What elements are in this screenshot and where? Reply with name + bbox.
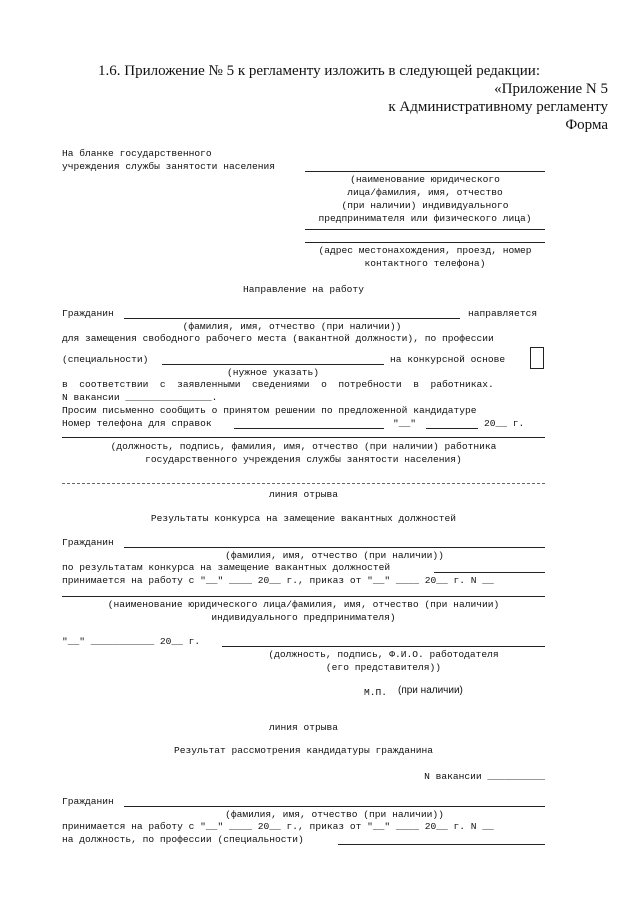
employer-name-line[interactable] — [305, 171, 545, 172]
address-hint-2: контактного телефона) — [364, 258, 486, 269]
employer-hint-4: предпринимателя или физического лица) — [318, 213, 532, 224]
review-citizen-line[interactable] — [124, 806, 545, 807]
results-sign-hint-2: (его представителя)) — [325, 662, 442, 673]
results-fio-hint: (фамилия, имя, отчество (при наличии)) — [225, 550, 444, 561]
review-fio-hint: (фамилия, имя, отчество (при наличии)) — [225, 809, 444, 820]
results-employer-hint-1: (наименование юридического лица/фамилия, имя, отчество (при наличии) — [107, 599, 500, 610]
by-results-text: по результатам конкурса на замещение вакантных должностей — [62, 562, 391, 573]
employer-hint-2: лица/фамилия, имя, отчество — [347, 187, 503, 198]
fio-hint: (фамилия, имя, отчество (при наличии)) — [182, 321, 402, 332]
signer-hint-2: государственного учреждения службы занятости населения) — [145, 454, 462, 465]
results-citizen-line[interactable] — [124, 547, 545, 548]
by-results-line[interactable] — [434, 572, 545, 573]
specialty-label: (специальности) — [62, 354, 149, 365]
review-title: Результат рассмотрения кандидатуры гражданина — [173, 745, 434, 756]
review-citizen-label: Гражданин — [62, 796, 114, 807]
accordance-line: в соответствии с заявленными сведениями о потребности в работниках. — [62, 379, 494, 390]
results-citizen-label: Гражданин — [62, 537, 114, 548]
review-accepted-line: принимается на работу с "__" ____ 20__ г., приказ от "__" ____ 20__ г. N __ — [62, 821, 494, 832]
blank-line-2: учреждения службы занятости населения — [62, 161, 276, 172]
specialty-line[interactable] — [162, 364, 384, 365]
address-line-2[interactable] — [305, 242, 545, 243]
intro-text: 1.6. Приложение № 5 к регламенту изложить в следующей редакции: — [98, 63, 540, 79]
review-position-label: на должность, по профессии (специальности) — [62, 834, 304, 845]
results-employer-hint-2: индивидуального предпринимателя) — [211, 612, 396, 623]
signer-line[interactable] — [62, 437, 545, 438]
citizen-name-line[interactable] — [124, 318, 460, 319]
phone-line[interactable] — [234, 428, 384, 429]
results-employer-line[interactable] — [62, 596, 545, 597]
review-vacancy-number: N вакансии __________ — [424, 771, 545, 782]
phone-label: Номер телефона для справок — [62, 418, 212, 429]
vacancy-line: для замещения свободного рабочего места (вакантной должности), по профессии — [62, 333, 494, 344]
tear-dashed-line — [62, 483, 545, 484]
citizen-label: Гражданин — [62, 308, 114, 319]
employer-hint-3: (при наличии) индивидуального — [341, 200, 509, 211]
stamp-note: (при наличии) — [398, 685, 463, 696]
results-sign-hint-1: (должность, подпись, Ф.И.О. работодателя — [268, 649, 499, 660]
specify-hint: (нужное указать) — [226, 367, 320, 378]
signer-hint-1: (должность, подпись, фамилия, имя, отчество (при наличии) работника — [110, 441, 497, 452]
request-line: Просим письменно сообщить о принятом решении по предложенной кандидатуре — [62, 405, 477, 416]
date-month-line[interactable] — [426, 428, 478, 429]
review-position-line[interactable] — [338, 844, 545, 845]
results-title: Результаты конкурса на замещение вакантных должностей — [150, 513, 457, 524]
stamp-label: М.П. — [364, 687, 388, 698]
address-line-1[interactable] — [305, 229, 545, 230]
vacancy-number: N вакансии _______________. — [62, 392, 218, 403]
results-accepted-line: принимается на работу с "__" ____ 20__ г., приказ от "__" ____ 20__ г. N __ — [62, 575, 494, 586]
address-hint-1: (адрес местонахождения, проезд, номер — [318, 245, 532, 256]
results-sign-line[interactable] — [222, 646, 545, 647]
appendix-line-2: к Административному регламенту — [388, 99, 608, 115]
competition-checkbox[interactable] — [530, 347, 544, 369]
appendix-line-1: «Приложение N 5 — [494, 81, 608, 97]
competition-text: на конкурсной основе — [390, 354, 506, 365]
tear-line-label-1: линия отрыва — [268, 489, 339, 500]
employer-hint-1: (наименование юридического — [350, 174, 500, 185]
results-date-line: "__" ___________ 20__ г. — [62, 636, 201, 647]
sent-text: направляется — [468, 308, 538, 319]
blank-line-1: На бланке государственного — [62, 148, 212, 159]
tear-line-label-2: линия отрыва — [268, 722, 339, 733]
direction-title: Направление на работу — [243, 284, 364, 295]
date-quote: "__" — [393, 418, 417, 429]
year-text: 20__ г. — [484, 418, 525, 429]
appendix-form-label: Форма — [565, 117, 608, 133]
